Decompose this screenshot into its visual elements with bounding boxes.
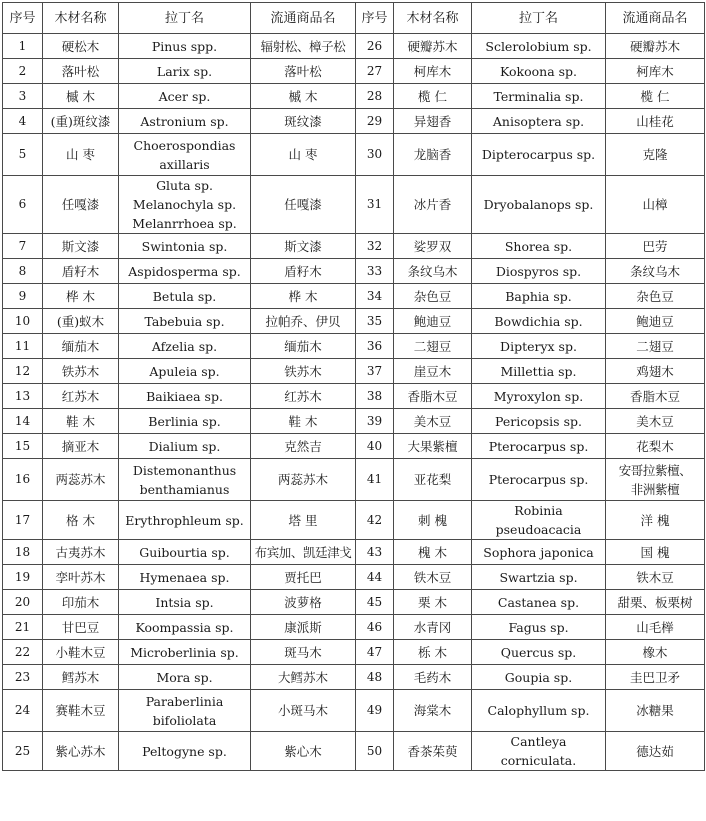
table-row xyxy=(3,334,705,359)
header-trade: 流通商品名 xyxy=(251,3,356,34)
cell-name: 鞋 木 xyxy=(43,409,119,434)
cell-no: 36 xyxy=(356,334,394,359)
cell-trade: 香脂木豆 xyxy=(606,384,705,409)
table-row xyxy=(3,259,705,284)
cell-no: 1 xyxy=(3,34,43,59)
cell-latin: Anisoptera sp. xyxy=(472,109,606,134)
cell-latin: Gluta sp. Melanochyla sp. Melanrrhoea sp. xyxy=(119,176,251,234)
cell-name: 赛鞋木豆 xyxy=(43,690,119,732)
cell-name: 摘亚木 xyxy=(43,434,119,459)
cell-name: 异翅香 xyxy=(394,109,472,134)
cell-trade: 斯文漆 xyxy=(251,234,356,259)
cell-trade: 紫心木 xyxy=(251,732,356,771)
table-row xyxy=(3,501,705,540)
cell-trade: 山毛榉 xyxy=(606,615,705,640)
cell-name: 两蕊苏木 xyxy=(43,459,119,501)
cell-latin: Kokoona sp. xyxy=(472,59,606,84)
cell-latin: Dialium sp. xyxy=(119,434,251,459)
table-row xyxy=(3,615,705,640)
cell-no: 41 xyxy=(356,459,394,501)
cell-name: 缅茄木 xyxy=(43,334,119,359)
cell-name: 铁木豆 xyxy=(394,565,472,590)
cell-latin: Mora sp. xyxy=(119,665,251,690)
table-row xyxy=(3,359,705,384)
table-row xyxy=(3,540,705,565)
cell-no: 40 xyxy=(356,434,394,459)
cell-latin: Larix sp. xyxy=(119,59,251,84)
cell-trade: 橡木 xyxy=(606,640,705,665)
header-row xyxy=(3,3,705,34)
cell-trade: 圭巴卫矛 xyxy=(606,665,705,690)
cell-no: 2 xyxy=(3,59,43,84)
table-row xyxy=(3,309,705,334)
cell-no: 7 xyxy=(3,234,43,259)
cell-trade: 康派斯 xyxy=(251,615,356,640)
cell-trade: 小斑马木 xyxy=(251,690,356,732)
cell-name: 栎 木 xyxy=(394,640,472,665)
table-row xyxy=(3,434,705,459)
cell-no: 5 xyxy=(3,134,43,176)
cell-latin: Shorea sp. xyxy=(472,234,606,259)
cell-no: 16 xyxy=(3,459,43,501)
wood-species-table xyxy=(2,2,705,771)
cell-trade: 冰糖果 xyxy=(606,690,705,732)
cell-no: 30 xyxy=(356,134,394,176)
table-row xyxy=(3,459,705,501)
cell-name: 紫心苏木 xyxy=(43,732,119,771)
cell-no: 4 xyxy=(3,109,43,134)
cell-no: 42 xyxy=(356,501,394,540)
header-name: 木材名称 xyxy=(394,3,472,34)
cell-no: 35 xyxy=(356,309,394,334)
cell-trade: 克然吉 xyxy=(251,434,356,459)
cell-trade: 铁木豆 xyxy=(606,565,705,590)
cell-trade: 山樟 xyxy=(606,176,705,234)
table-row xyxy=(3,565,705,590)
cell-latin: Goupia sp. xyxy=(472,665,606,690)
cell-name: 硬瓣苏木 xyxy=(394,34,472,59)
cell-name: 槐 木 xyxy=(394,540,472,565)
table-row xyxy=(3,640,705,665)
cell-trade: 布宾加、凯廷津戈 xyxy=(251,540,356,565)
cell-no: 46 xyxy=(356,615,394,640)
cell-no: 20 xyxy=(3,590,43,615)
cell-latin: Swartzia sp. xyxy=(472,565,606,590)
cell-latin: Betula sp. xyxy=(119,284,251,309)
cell-no: 44 xyxy=(356,565,394,590)
cell-no: 33 xyxy=(356,259,394,284)
cell-name: 桦 木 xyxy=(43,284,119,309)
cell-trade: 花梨木 xyxy=(606,434,705,459)
cell-latin: Astronium sp. xyxy=(119,109,251,134)
cell-trade: 二翅豆 xyxy=(606,334,705,359)
cell-latin: Tabebuia sp. xyxy=(119,309,251,334)
cell-latin: Quercus sp. xyxy=(472,640,606,665)
cell-trade: 条纹乌木 xyxy=(606,259,705,284)
cell-latin: Baphia sp. xyxy=(472,284,606,309)
cell-trade: 辐射松、樟子松 xyxy=(251,34,356,59)
cell-latin: Intsia sp. xyxy=(119,590,251,615)
cell-name: 小鞋木豆 xyxy=(43,640,119,665)
cell-latin: Pericopsis sp. xyxy=(472,409,606,434)
cell-no: 14 xyxy=(3,409,43,434)
cell-no: 11 xyxy=(3,334,43,359)
cell-trade: 国 槐 xyxy=(606,540,705,565)
cell-name: (重)斑纹漆 xyxy=(43,109,119,134)
cell-latin: Distemonanthus benthamianus xyxy=(119,459,251,501)
cell-trade: 榄 仁 xyxy=(606,84,705,109)
cell-name: 杂色豆 xyxy=(394,284,472,309)
header-trade: 流通商品名 xyxy=(606,3,705,34)
cell-trade: 铁苏木 xyxy=(251,359,356,384)
cell-latin: Aspidosperma sp. xyxy=(119,259,251,284)
cell-trade: 山 枣 xyxy=(251,134,356,176)
cell-name: 盾籽木 xyxy=(43,259,119,284)
cell-no: 24 xyxy=(3,690,43,732)
cell-latin: Cantleya corniculata. xyxy=(472,732,606,771)
cell-trade: 克隆 xyxy=(606,134,705,176)
cell-latin: Erythrophleum sp. xyxy=(119,501,251,540)
cell-name: 斯文漆 xyxy=(43,234,119,259)
cell-name: 鳕苏木 xyxy=(43,665,119,690)
cell-trade: 山桂花 xyxy=(606,109,705,134)
cell-no: 47 xyxy=(356,640,394,665)
cell-name: 二翅豆 xyxy=(394,334,472,359)
cell-latin: Fagus sp. xyxy=(472,615,606,640)
cell-name: 崖豆木 xyxy=(394,359,472,384)
cell-name: 古夷苏木 xyxy=(43,540,119,565)
cell-name: 柯库木 xyxy=(394,59,472,84)
cell-no: 19 xyxy=(3,565,43,590)
cell-trade: 塔 里 xyxy=(251,501,356,540)
cell-latin: Hymenaea sp. xyxy=(119,565,251,590)
cell-latin: Afzelia sp. xyxy=(119,334,251,359)
cell-trade: 美木豆 xyxy=(606,409,705,434)
cell-name: 鲍迪豆 xyxy=(394,309,472,334)
cell-name: 大果紫檀 xyxy=(394,434,472,459)
cell-latin: Dipteryx sp. xyxy=(472,334,606,359)
cell-trade: 鸡翅木 xyxy=(606,359,705,384)
cell-trade: 甜栗、板栗树 xyxy=(606,590,705,615)
cell-latin: Apuleia sp. xyxy=(119,359,251,384)
cell-trade: 任嘎漆 xyxy=(251,176,356,234)
cell-no: 3 xyxy=(3,84,43,109)
cell-trade: 缅茄木 xyxy=(251,334,356,359)
cell-no: 27 xyxy=(356,59,394,84)
cell-name: 任嘎漆 xyxy=(43,176,119,234)
cell-name: (重)蚁木 xyxy=(43,309,119,334)
cell-name: 娑罗双 xyxy=(394,234,472,259)
cell-latin: Baikiaea sp. xyxy=(119,384,251,409)
cell-name: 栗 木 xyxy=(394,590,472,615)
cell-latin: Sclerolobium sp. xyxy=(472,34,606,59)
cell-latin: Pterocarpus sp. xyxy=(472,459,606,501)
cell-no: 21 xyxy=(3,615,43,640)
cell-latin: Castanea sp. xyxy=(472,590,606,615)
cell-no: 12 xyxy=(3,359,43,384)
cell-name: 海棠木 xyxy=(394,690,472,732)
cell-name: 香脂木豆 xyxy=(394,384,472,409)
cell-no: 18 xyxy=(3,540,43,565)
cell-name: 甘巴豆 xyxy=(43,615,119,640)
cell-no: 38 xyxy=(356,384,394,409)
cell-latin: Terminalia sp. xyxy=(472,84,606,109)
cell-latin: Diospyros sp. xyxy=(472,259,606,284)
table-row xyxy=(3,84,705,109)
cell-latin: Acer sp. xyxy=(119,84,251,109)
cell-latin: Berlinia sp. xyxy=(119,409,251,434)
cell-latin: Peltogyne sp. xyxy=(119,732,251,771)
table-row xyxy=(3,59,705,84)
cell-trade: 柯库木 xyxy=(606,59,705,84)
cell-name: 毛药木 xyxy=(394,665,472,690)
cell-trade: 巴劳 xyxy=(606,234,705,259)
cell-no: 6 xyxy=(3,176,43,234)
header-name: 木材名称 xyxy=(43,3,119,34)
cell-latin: Millettia sp. xyxy=(472,359,606,384)
cell-no: 15 xyxy=(3,434,43,459)
cell-no: 26 xyxy=(356,34,394,59)
cell-latin: Dipterocarpus sp. xyxy=(472,134,606,176)
cell-no: 29 xyxy=(356,109,394,134)
cell-no: 13 xyxy=(3,384,43,409)
cell-trade: 贾托巴 xyxy=(251,565,356,590)
table-row xyxy=(3,234,705,259)
cell-latin: Bowdichia sp. xyxy=(472,309,606,334)
cell-name: 硬松木 xyxy=(43,34,119,59)
table-row xyxy=(3,732,705,771)
cell-trade: 盾籽木 xyxy=(251,259,356,284)
cell-latin: Myroxylon sp. xyxy=(472,384,606,409)
header-latin: 拉丁名 xyxy=(472,3,606,34)
table-row xyxy=(3,409,705,434)
cell-latin: Swintonia sp. xyxy=(119,234,251,259)
table-row xyxy=(3,34,705,59)
cell-trade: 波萝格 xyxy=(251,590,356,615)
cell-trade: 德达茹 xyxy=(606,732,705,771)
cell-latin: Pterocarpus sp. xyxy=(472,434,606,459)
header-no: 序号 xyxy=(3,3,43,34)
cell-name: 红苏木 xyxy=(43,384,119,409)
cell-latin: Calophyllum sp. xyxy=(472,690,606,732)
cell-trade: 桦 木 xyxy=(251,284,356,309)
cell-trade: 鞋 木 xyxy=(251,409,356,434)
cell-name: 孪叶苏木 xyxy=(43,565,119,590)
cell-trade: 安哥拉紫檀、 非洲紫檀 xyxy=(606,459,705,501)
cell-trade: 落叶松 xyxy=(251,59,356,84)
table-row xyxy=(3,109,705,134)
cell-name: 条纹乌木 xyxy=(394,259,472,284)
cell-name: 冰片香 xyxy=(394,176,472,234)
cell-latin: Sophora japonica xyxy=(472,540,606,565)
cell-no: 9 xyxy=(3,284,43,309)
header-latin: 拉丁名 xyxy=(119,3,251,34)
cell-trade: 斑马木 xyxy=(251,640,356,665)
cell-no: 8 xyxy=(3,259,43,284)
table-row xyxy=(3,384,705,409)
cell-trade: 红苏木 xyxy=(251,384,356,409)
cell-no: 28 xyxy=(356,84,394,109)
table-row xyxy=(3,134,705,176)
table-row xyxy=(3,284,705,309)
cell-no: 17 xyxy=(3,501,43,540)
cell-no: 50 xyxy=(356,732,394,771)
cell-name: 印茄木 xyxy=(43,590,119,615)
cell-no: 23 xyxy=(3,665,43,690)
cell-name: 水青冈 xyxy=(394,615,472,640)
cell-name: 亚花梨 xyxy=(394,459,472,501)
cell-name: 格 木 xyxy=(43,501,119,540)
cell-latin: Guibourtia sp. xyxy=(119,540,251,565)
table-row xyxy=(3,690,705,732)
table-row xyxy=(3,590,705,615)
cell-name: 落叶松 xyxy=(43,59,119,84)
cell-no: 48 xyxy=(356,665,394,690)
table-row xyxy=(3,665,705,690)
cell-no: 32 xyxy=(356,234,394,259)
cell-name: 铁苏木 xyxy=(43,359,119,384)
cell-trade: 拉帕乔、伊贝 xyxy=(251,309,356,334)
cell-no: 45 xyxy=(356,590,394,615)
cell-trade: 洋 槐 xyxy=(606,501,705,540)
cell-no: 31 xyxy=(356,176,394,234)
cell-latin: Microberlinia sp. xyxy=(119,640,251,665)
cell-latin: Koompassia sp. xyxy=(119,615,251,640)
cell-name: 刺 槐 xyxy=(394,501,472,540)
cell-trade: 斑纹漆 xyxy=(251,109,356,134)
cell-no: 25 xyxy=(3,732,43,771)
cell-name: 榄 仁 xyxy=(394,84,472,109)
cell-latin: Robinia pseudoacacia xyxy=(472,501,606,540)
cell-trade: 杂色豆 xyxy=(606,284,705,309)
cell-latin: Dryobalanops sp. xyxy=(472,176,606,234)
cell-no: 10 xyxy=(3,309,43,334)
cell-name: 香茶茱萸 xyxy=(394,732,472,771)
cell-trade: 槭 木 xyxy=(251,84,356,109)
cell-no: 34 xyxy=(356,284,394,309)
cell-no: 37 xyxy=(356,359,394,384)
cell-latin: Pinus spp. xyxy=(119,34,251,59)
cell-no: 22 xyxy=(3,640,43,665)
cell-trade: 鲍迪豆 xyxy=(606,309,705,334)
header-no: 序号 xyxy=(356,3,394,34)
cell-trade: 硬瓣苏木 xyxy=(606,34,705,59)
cell-name: 槭 木 xyxy=(43,84,119,109)
table-row xyxy=(3,176,705,234)
cell-name: 美木豆 xyxy=(394,409,472,434)
cell-name: 山 枣 xyxy=(43,134,119,176)
cell-latin: Paraberlinia bifoliolata xyxy=(119,690,251,732)
cell-no: 49 xyxy=(356,690,394,732)
cell-no: 43 xyxy=(356,540,394,565)
cell-no: 39 xyxy=(356,409,394,434)
cell-trade: 两蕊苏木 xyxy=(251,459,356,501)
cell-latin: Choerospondias axillaris xyxy=(119,134,251,176)
cell-name: 龙脑香 xyxy=(394,134,472,176)
cell-trade: 大鳕苏木 xyxy=(251,665,356,690)
